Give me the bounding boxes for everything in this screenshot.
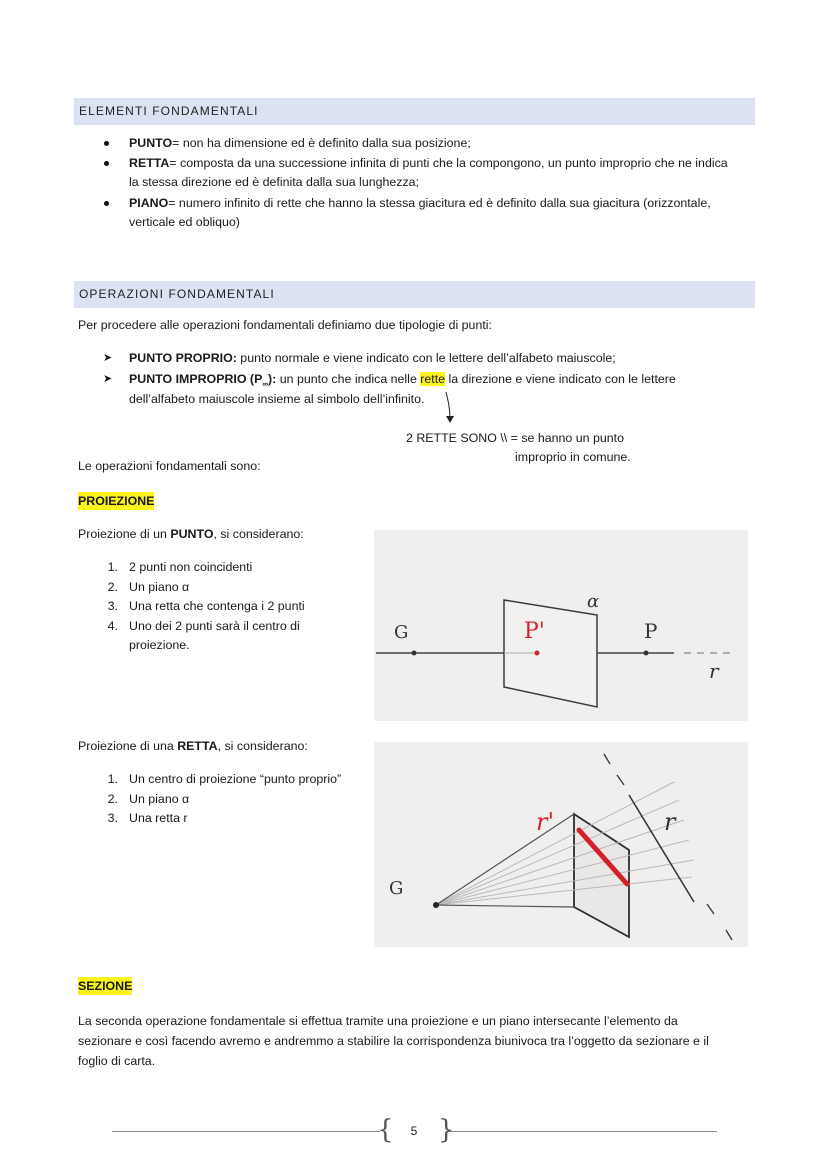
retta-list-item: Un centro di proiezione “punto proprio”	[129, 772, 342, 786]
footer-rule-left	[112, 1131, 380, 1132]
label-g: G	[389, 878, 404, 899]
highlighted-word: rette	[420, 372, 446, 386]
list-number: 3.	[107, 599, 118, 613]
heading-proiezione: PROIEZIONE	[78, 494, 155, 508]
proiezione-retta-intro: Proiezione di una RETTA, si considerano:	[78, 739, 308, 753]
label-r: r	[664, 808, 676, 836]
footer-rule-right	[447, 1131, 717, 1132]
list-item-punto-improprio-cont: dell’alfabeto maiuscole insieme al simbolo dell’infinito.	[129, 392, 425, 406]
section-header-elementi: ELEMENTI FONDAMENTALI	[74, 98, 755, 125]
list-item-punto: PUNTO= non ha dimensione ed è definito dalla sua posizione;	[129, 136, 471, 150]
list-number: 4.	[107, 619, 118, 633]
list-item-piano-cont: verticale ed obliquo)	[129, 215, 240, 229]
bullet	[104, 141, 109, 146]
arrow-bullet: ➤	[103, 373, 113, 385]
retta-list-item: Una retta r	[129, 811, 188, 825]
note-line-2: improprio in comune.	[515, 450, 631, 464]
section-header-operazioni: OPERAZIONI FONDAMENTALI	[74, 281, 755, 308]
punto-list-item: Uno dei 2 punti sarà il centro di	[129, 619, 300, 633]
retta-list-item: Un piano α	[129, 792, 190, 806]
list-number: 1.	[107, 560, 118, 574]
footer-brace-left: {	[377, 1115, 394, 1145]
label-g: G	[394, 622, 409, 643]
intro-text: Per procedere alle operazioni fondamentali definiamo due tipologie di punti:	[78, 318, 492, 332]
label-p-prime: P'	[524, 619, 545, 644]
label-r: r	[709, 659, 719, 683]
bullet	[104, 201, 109, 206]
bullet	[104, 161, 109, 166]
label-p: P	[644, 619, 658, 643]
note-line-1: 2 RETTE SONO \\ = se hanno un punto	[406, 431, 624, 445]
arrow-bullet: ➤	[103, 352, 113, 364]
list-number: 2.	[107, 580, 118, 594]
label-alpha: α	[587, 591, 600, 612]
figure-projection-point	[374, 530, 748, 721]
list-item-piano: PIANO= numero infinito di rette che hanno la stessa giacitura ed è definito dalla sua giacitura (orizzontale,	[129, 196, 711, 210]
punto-list-item: 2 punti non coincidenti	[129, 560, 253, 574]
figure-projection-line	[374, 742, 748, 947]
heading-sezione: SEZIONE	[78, 979, 133, 993]
sezione-line-3: foglio di carta.	[78, 1054, 156, 1068]
proiezione-punto-intro: Proiezione di un PUNTO, si considerano:	[78, 527, 304, 541]
footer-brace-right: }	[438, 1115, 455, 1145]
label-r-prime: r'	[536, 808, 555, 836]
list-number: 2.	[107, 792, 118, 806]
punto-list-item: Un piano α	[129, 580, 190, 594]
list-item-retta: RETTA= composta da una successione infinita di punti che la compongono, un punto improprio che ne indica	[129, 156, 728, 170]
punto-list-item: Una retta che contenga i 2 punti	[129, 599, 305, 613]
list-item-punto-improprio: PUNTO IMPROPRIO $(P_\infty)$: un punto che indica nelle rette la direzione e viene indicato con le lettere	[129, 372, 676, 389]
sezione-line-1: La seconda operazione fondamentale si effettua tramite una proiezione e un piano intersecante l’elemento da	[78, 1014, 678, 1028]
list-number: 3.	[107, 811, 118, 825]
hand-arrow	[440, 390, 460, 426]
list-item-retta-cont: la stessa direzione ed è definita dalla sua lunghezza;	[129, 175, 419, 189]
sezione-line-2: sezionare e così facendo avremo e andremmo a stabilire la corrispondenza biunivoca tra l’oggetto da sezionare e il	[78, 1034, 709, 1048]
operations-intro: Le operazioni fondamentali sono:	[78, 459, 261, 473]
list-item-punto-proprio: PUNTO PROPRIO: punto normale e viene indicato con le lettere dell’alfabeto maiuscole;	[129, 351, 616, 365]
page-number: 5	[410, 1124, 418, 1138]
punto-list-item-cont: proiezione.	[129, 638, 190, 652]
list-number: 1.	[107, 772, 118, 786]
